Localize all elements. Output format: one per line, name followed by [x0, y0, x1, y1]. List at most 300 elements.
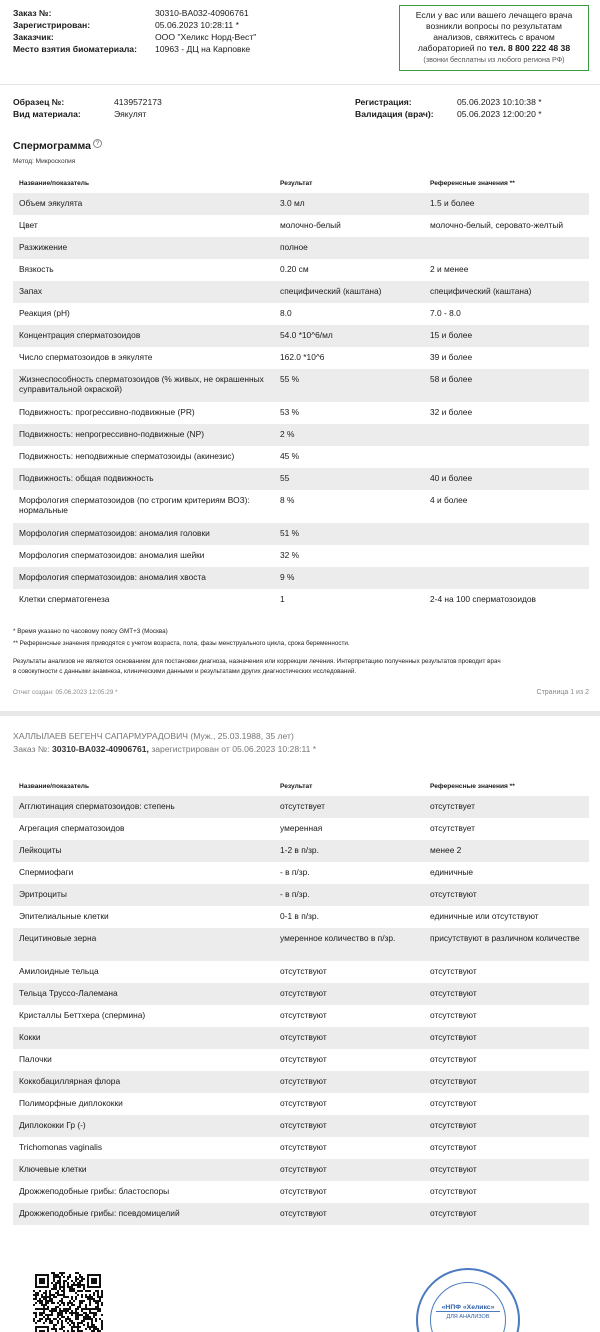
cell-reference-cell [424, 424, 589, 446]
section-title-text: Спермограмма [13, 140, 91, 152]
cell-name-cell [13, 193, 274, 215]
table-row [13, 1027, 589, 1049]
cell-reference-cell [424, 862, 589, 884]
cell-result: - в п/зр. [280, 889, 310, 899]
cell-name-cell [13, 490, 274, 523]
table-row [13, 303, 589, 325]
table-row [13, 325, 589, 347]
cell-result-cell [274, 983, 424, 1005]
cell-result-cell [274, 818, 424, 840]
registered-label: Зарегистрирован: [13, 20, 91, 30]
time-footnote: * Время указано по часовому поясу GMT+3 (Москва) [13, 628, 168, 635]
cell-reference-cell [424, 906, 589, 928]
table-row [13, 961, 589, 983]
cell-name-cell [13, 468, 274, 490]
cell-reference-cell [424, 523, 589, 545]
table-row [13, 818, 589, 840]
cell-reference: 7.0 - 8.0 [430, 308, 461, 318]
cell-result: отсутствуют [280, 1010, 327, 1020]
cell-result: 162.0 *10^6 [280, 352, 325, 362]
cell-result-cell [274, 961, 424, 983]
notice-phone: тел. 8 800 222 48 38 [488, 43, 571, 53]
cell-name-cell [13, 928, 274, 961]
cell-reference-cell [424, 193, 589, 215]
cell-name-cell [13, 1181, 274, 1203]
table-row [13, 402, 589, 424]
col-header-name: Название/показатель [19, 180, 90, 187]
table-row [13, 1005, 589, 1027]
patient-info: ХАЛЛЫЛАЕВ БЕГЕНЧ САПАРМУРАДОВИЧ (Муж., 25.03.1988, 35 лет) [13, 731, 294, 741]
cell-name: Цвет [19, 220, 38, 230]
cell-result: молочно-белый [280, 220, 341, 230]
cell-reference: 40 и более [430, 473, 473, 483]
cell-result: 55 [280, 473, 290, 483]
cell-name: Дрожжеподобные грибы: псевдомицелий [19, 1208, 180, 1218]
page-separator [0, 711, 600, 716]
cell-reference: 32 и более [430, 407, 473, 417]
place-value: 10963 - ДЦ на Карповке [155, 44, 251, 54]
page-number: Страница 1 из 2 [536, 689, 589, 696]
registered-value: 05.06.2023 10:28:11 * [155, 20, 239, 30]
cell-reference-cell [424, 884, 589, 906]
cell-name: Коккобациллярная флора [19, 1076, 121, 1086]
section-title [13, 139, 102, 152]
cell-reference-cell [424, 237, 589, 259]
sample-number: 4139572173 [114, 97, 162, 107]
cell-result: умеренное количество в п/зр. [280, 933, 396, 943]
cell-reference: отсутствуют [430, 1186, 477, 1196]
table-row [13, 840, 589, 862]
cell-result-cell [274, 446, 424, 468]
results-table-1 [13, 193, 589, 611]
cell-reference-cell [424, 796, 589, 818]
order-line [13, 744, 316, 754]
cell-name: Агрегация сперматозоидов [19, 823, 125, 833]
order-number: 30310-BA032-40906761 [155, 8, 249, 18]
cell-reference: отсутствуют [430, 1164, 477, 1174]
cell-name-cell [13, 983, 274, 1005]
cell-reference: отсутствуют [430, 988, 477, 998]
cell-name: Ключевые клетки [19, 1164, 87, 1174]
cell-name-cell [13, 446, 274, 468]
cell-reference-cell [424, 325, 589, 347]
cell-result-cell [274, 424, 424, 446]
method-text: Метод: Микроскопия [13, 158, 76, 165]
cell-name: Дрожжеподобные грибы: бластоспоры [19, 1186, 170, 1196]
cell-result-cell [274, 325, 424, 347]
qr-code-image [33, 1272, 103, 1332]
divider [0, 84, 600, 85]
material-label: Вид материала: [13, 109, 81, 119]
cell-result-cell [274, 215, 424, 237]
sample-info [13, 96, 162, 120]
validation-value: 05.06.2023 12:00:20 * [457, 109, 542, 119]
report-created: Отчет создан: 05.06.2023 12:05:29 * [13, 689, 118, 696]
cell-result: 32 % [280, 550, 300, 560]
cell-name-cell [13, 1137, 274, 1159]
cell-name-cell [13, 567, 274, 589]
cell-result-cell [274, 884, 424, 906]
cell-name-cell [13, 589, 274, 611]
cell-name-cell [13, 259, 274, 281]
cell-reference [430, 567, 583, 572]
cell-name: Полиморфные диплококки [19, 1098, 123, 1108]
cell-name-cell [13, 1005, 274, 1027]
cell-name: Лецитиновые зерна [19, 933, 97, 943]
cell-result-cell [274, 468, 424, 490]
cell-name: Тельца Труссо-Лалемана [19, 988, 118, 998]
cell-reference: отсутствуют [430, 1054, 477, 1064]
cell-result: 45 % [280, 451, 300, 461]
table-row [13, 1093, 589, 1115]
cell-result: отсутствуют [280, 1098, 327, 1108]
cell-name: Спермиофаги [19, 867, 74, 877]
cell-reference-cell [424, 818, 589, 840]
sample-dates [355, 96, 590, 120]
cell-reference-cell [424, 567, 589, 589]
notice-phone-prefix: лабораторией по [417, 43, 489, 53]
customer-value: ООО "Хеликс Норд-Вест" [155, 32, 257, 42]
cell-name-cell [13, 1115, 274, 1137]
table-row [13, 983, 589, 1005]
cell-reference-cell [424, 961, 589, 983]
cell-name-cell [13, 862, 274, 884]
cell-result: специфический (каштана) [280, 286, 382, 296]
cell-name: Лейкоциты [19, 845, 62, 855]
cell-reference: отсутствуют [430, 1076, 477, 1086]
cell-reference-cell [424, 589, 589, 611]
table-row [13, 906, 589, 928]
cell-name: Амилоидные тельца [19, 966, 99, 976]
cell-reference: отсутствует [430, 801, 475, 811]
cell-result: 51 % [280, 528, 300, 538]
cell-result-cell [274, 928, 424, 961]
cell-reference: 1.5 и более [430, 198, 475, 208]
registration-value: 05.06.2023 10:10:38 * [457, 97, 542, 107]
cell-reference: менее 2 [430, 845, 462, 855]
cell-result-cell [274, 1093, 424, 1115]
cell-reference-cell [424, 545, 589, 567]
cell-reference: отсутствуют [430, 1098, 477, 1108]
order-line-suffix: зарегистрирован от 05.06.2023 10:28:11 * [148, 744, 317, 754]
cell-name: Реакция (pH) [19, 308, 70, 318]
contact-notice [399, 5, 589, 71]
cell-name-cell [13, 884, 274, 906]
cell-result-cell [274, 402, 424, 424]
order-line-prefix: Заказ №: [13, 744, 52, 754]
cell-result: полное [280, 242, 308, 252]
cell-name: Эпителиальные клетки [19, 911, 109, 921]
cell-reference-cell [424, 928, 589, 961]
cell-result: 8 % [280, 495, 295, 505]
cell-name: Кристаллы Беттхера (спермина) [19, 1010, 146, 1020]
cell-reference: отсутствуют [430, 966, 477, 976]
cell-name: Жизнеспособность сперматозоидов (% живых, не окрашенных суправитальной окраской) [19, 374, 264, 394]
cell-result-cell [274, 862, 424, 884]
cell-reference-cell [424, 369, 589, 402]
cell-reference [430, 424, 583, 429]
customer-label: Заказчик: [13, 32, 54, 42]
cell-result-cell [274, 589, 424, 611]
cell-name-cell [13, 1027, 274, 1049]
col2-header-reference: Референсные значения ** [430, 783, 515, 790]
table-row [13, 1049, 589, 1071]
cell-name-cell [13, 1093, 274, 1115]
cell-result: отсутствуют [280, 1208, 327, 1218]
cell-name-cell [13, 1203, 274, 1225]
sample-label: Образец №: [13, 97, 65, 107]
cell-result: 3.0 мл [280, 198, 305, 208]
cell-result: - в п/зр. [280, 867, 310, 877]
cell-reference-cell [424, 446, 589, 468]
disclaimer-line-1: Результаты анализов не являются основанием для постановки диагноза, назначения или коррекции лечения. Интерпретацию полученных результатов проводит врач [13, 658, 501, 665]
cell-result: отсутствуют [280, 1142, 327, 1152]
cell-name: Морфология сперматозоидов: аномалия хвоста [19, 572, 206, 582]
validation-label: Валидация (врач): [355, 109, 434, 119]
cell-name-cell [13, 906, 274, 928]
cell-result-cell [274, 347, 424, 369]
cell-result-cell [274, 1027, 424, 1049]
cell-name-cell [13, 523, 274, 545]
notice-line-5: (звонки бесплатны из любого региона РФ) [423, 55, 565, 64]
cell-reference-cell [424, 259, 589, 281]
table-row [13, 1115, 589, 1137]
cell-result-cell [274, 1049, 424, 1071]
table-row [13, 446, 589, 468]
col2-header-result: Результат [280, 783, 313, 790]
cell-result-cell [274, 1137, 424, 1159]
cell-name: Кокки [19, 1032, 41, 1042]
cell-reference: 2-4 на 100 сперматозоидов [430, 594, 536, 604]
reference-footnote: ** Референсные значения приводятся с учетом возраста, пола, фазы менструального цикла, срока беременности. [13, 640, 350, 647]
cell-name-cell [13, 545, 274, 567]
cell-name-cell [13, 424, 274, 446]
cell-reference-cell [424, 1027, 589, 1049]
cell-result: 54.0 *10^6/мл [280, 330, 333, 340]
cell-result-cell [274, 281, 424, 303]
cell-reference: специфический (каштана) [430, 286, 532, 296]
cell-name-cell [13, 1049, 274, 1071]
table-row [13, 259, 589, 281]
cell-reference-cell [424, 1005, 589, 1027]
cell-name-cell [13, 237, 274, 259]
cell-reference-cell [424, 840, 589, 862]
table-row [13, 1159, 589, 1181]
cell-result-cell [274, 237, 424, 259]
table-row [13, 884, 589, 906]
table-row [13, 1137, 589, 1159]
table-row [13, 424, 589, 446]
table-row [13, 1071, 589, 1093]
notice-line-2: возникли вопросы по результатам [426, 21, 562, 31]
cell-name-cell [13, 369, 274, 402]
cell-reference-cell [424, 983, 589, 1005]
cell-name-cell [13, 325, 274, 347]
cell-reference: 2 и менее [430, 264, 469, 274]
cell-result: отсутствуют [280, 1186, 327, 1196]
cell-result-cell [274, 523, 424, 545]
cell-result-cell [274, 490, 424, 523]
cell-reference: единичные или отсутствуют [430, 911, 539, 921]
cell-reference-cell [424, 215, 589, 237]
cell-result-cell [274, 259, 424, 281]
table-row [13, 567, 589, 589]
notice-line-3: анализов, свяжитесь с врачом [433, 32, 555, 42]
stamp-sub: ДЛЯ АНАЛИЗОВ [446, 1314, 490, 1320]
place-label: Место взятия биоматериала: [13, 44, 137, 54]
cell-name-cell [13, 840, 274, 862]
cell-result-cell [274, 906, 424, 928]
cell-name: Вязкость [19, 264, 54, 274]
stamp-band [436, 1311, 500, 1312]
cell-reference: отсутствуют [430, 889, 477, 899]
table-row [13, 796, 589, 818]
cell-name: Число сперматозоидов в эякуляте [19, 352, 153, 362]
cell-name: Морфология сперматозоидов (по строгим критериям ВОЗ): нормальные [19, 495, 250, 515]
table-row [13, 862, 589, 884]
cell-result: 0-1 в п/зр. [280, 911, 319, 921]
cell-reference: отсутствуют [430, 1010, 477, 1020]
disclaimer-line-2: в совокупности с данными анамнеза, клиническими данными и результатами других диагностических исследований. [13, 668, 357, 675]
table-row [13, 281, 589, 303]
cell-result-cell [274, 1203, 424, 1225]
order-label: Заказ №: [13, 8, 52, 18]
cell-name-cell [13, 1071, 274, 1093]
cell-result-cell [274, 1005, 424, 1027]
cell-reference: 58 и более [430, 374, 473, 384]
notice-line-4 [400, 43, 588, 54]
cell-name-cell [13, 402, 274, 424]
cell-reference-cell [424, 490, 589, 523]
cell-result: отсутствуют [280, 966, 327, 976]
registration-label: Регистрация: [355, 97, 412, 107]
col-header-reference: Референсные значения ** [430, 180, 515, 187]
cell-result-cell [274, 303, 424, 325]
cell-result-cell [274, 193, 424, 215]
cell-result: 8.0 [280, 308, 292, 318]
cell-reference-cell [424, 1137, 589, 1159]
material-value: Эякулят [114, 109, 147, 119]
cell-name: Запах [19, 286, 43, 296]
cell-result: 53 % [280, 407, 300, 417]
cell-result-cell [274, 1181, 424, 1203]
cell-name-cell [13, 215, 274, 237]
stamp-name: «НПФ «Хеликс» [441, 1304, 495, 1311]
cell-name: Агглютинация сперматозоидов: степень [19, 801, 175, 811]
cell-result: отсутствуют [280, 1120, 327, 1130]
cell-result: 1 [280, 594, 285, 604]
cell-reference: отсутствуют [430, 1032, 477, 1042]
cell-name-cell [13, 818, 274, 840]
table-row [13, 589, 589, 611]
cell-reference-cell [424, 347, 589, 369]
cell-reference: 15 и более [430, 330, 473, 340]
table-row [13, 193, 589, 215]
qr-code [33, 1272, 103, 1332]
cell-result: умеренная [280, 823, 323, 833]
table-row [13, 215, 589, 237]
table-row [13, 1181, 589, 1203]
cell-result: 1-2 в п/зр. [280, 845, 319, 855]
cell-reference: присутствуют в различном количестве [430, 933, 580, 943]
cell-name: Trichomonas vaginalis [19, 1142, 103, 1152]
table-row [13, 928, 589, 961]
cell-reference: 39 и более [430, 352, 473, 362]
cell-reference: отсутствует [430, 823, 475, 833]
cell-reference-cell [424, 1071, 589, 1093]
cell-reference: отсутствуют [430, 1142, 477, 1152]
cell-reference-cell [424, 1181, 589, 1203]
cell-result: отсутствуют [280, 988, 327, 998]
cell-reference-cell [424, 468, 589, 490]
cell-name-cell [13, 796, 274, 818]
cell-result-cell [274, 567, 424, 589]
cell-reference-cell [424, 1159, 589, 1181]
cell-reference [430, 523, 583, 528]
notice-line-1: Если у вас или вашего лечащего врача [415, 10, 573, 20]
cell-result-cell [274, 840, 424, 862]
cell-name: Эритроциты [19, 889, 67, 899]
cell-reference: 4 и более [430, 495, 468, 505]
cell-name: Разжижение [19, 242, 68, 252]
cell-reference-cell [424, 1203, 589, 1225]
col-header-result: Результат [280, 180, 313, 187]
cell-reference-cell [424, 303, 589, 325]
lab-stamp [416, 1268, 520, 1332]
cell-reference-cell [424, 1093, 589, 1115]
table-row [13, 523, 589, 545]
cell-reference [430, 545, 583, 550]
cell-name: Подвижность: прогрессивно-подвижные (PR) [19, 407, 195, 417]
cell-name: Концентрация сперматозоидов [19, 330, 141, 340]
cell-result: 2 % [280, 429, 295, 439]
cell-name: Объем эякулята [19, 198, 83, 208]
cell-result: отсутствуют [280, 1032, 327, 1042]
cell-name: Подвижность: непрогрессивно-подвижные (NP) [19, 429, 204, 439]
cell-result-cell [274, 369, 424, 402]
cell-result: отсутствует [280, 801, 325, 811]
cell-name-cell [13, 303, 274, 325]
cell-name: Морфология сперматозоидов: аномалия шейки [19, 550, 205, 560]
cell-name-cell [13, 347, 274, 369]
help-icon[interactable]: ? [93, 139, 102, 148]
cell-reference-cell [424, 1115, 589, 1137]
table-row [13, 347, 589, 369]
cell-reference-cell [424, 281, 589, 303]
table-row [13, 490, 589, 523]
order-info [13, 7, 313, 55]
cell-result-cell [274, 796, 424, 818]
cell-result: отсутствуют [280, 1164, 327, 1174]
cell-reference-cell [424, 402, 589, 424]
cell-result: 55 % [280, 374, 300, 384]
cell-reference [430, 446, 583, 451]
cell-result-cell [274, 1071, 424, 1093]
cell-result-cell [274, 1159, 424, 1181]
cell-reference [430, 237, 583, 242]
results-table-2 [13, 796, 589, 1225]
order-line-number: 30310-BA032-40906761, [51, 744, 149, 754]
cell-result: 0.20 см [280, 264, 309, 274]
cell-name-cell [13, 1159, 274, 1181]
cell-reference: отсутствуют [430, 1120, 477, 1130]
cell-result-cell [274, 545, 424, 567]
col2-header-name: Название/показатель [19, 783, 90, 790]
cell-name: Морфология сперматозоидов: аномалия головки [19, 528, 210, 538]
cell-name: Палочки [19, 1054, 52, 1064]
cell-reference: молочно-белый, серовато-желтый [430, 220, 564, 230]
cell-name-cell [13, 281, 274, 303]
